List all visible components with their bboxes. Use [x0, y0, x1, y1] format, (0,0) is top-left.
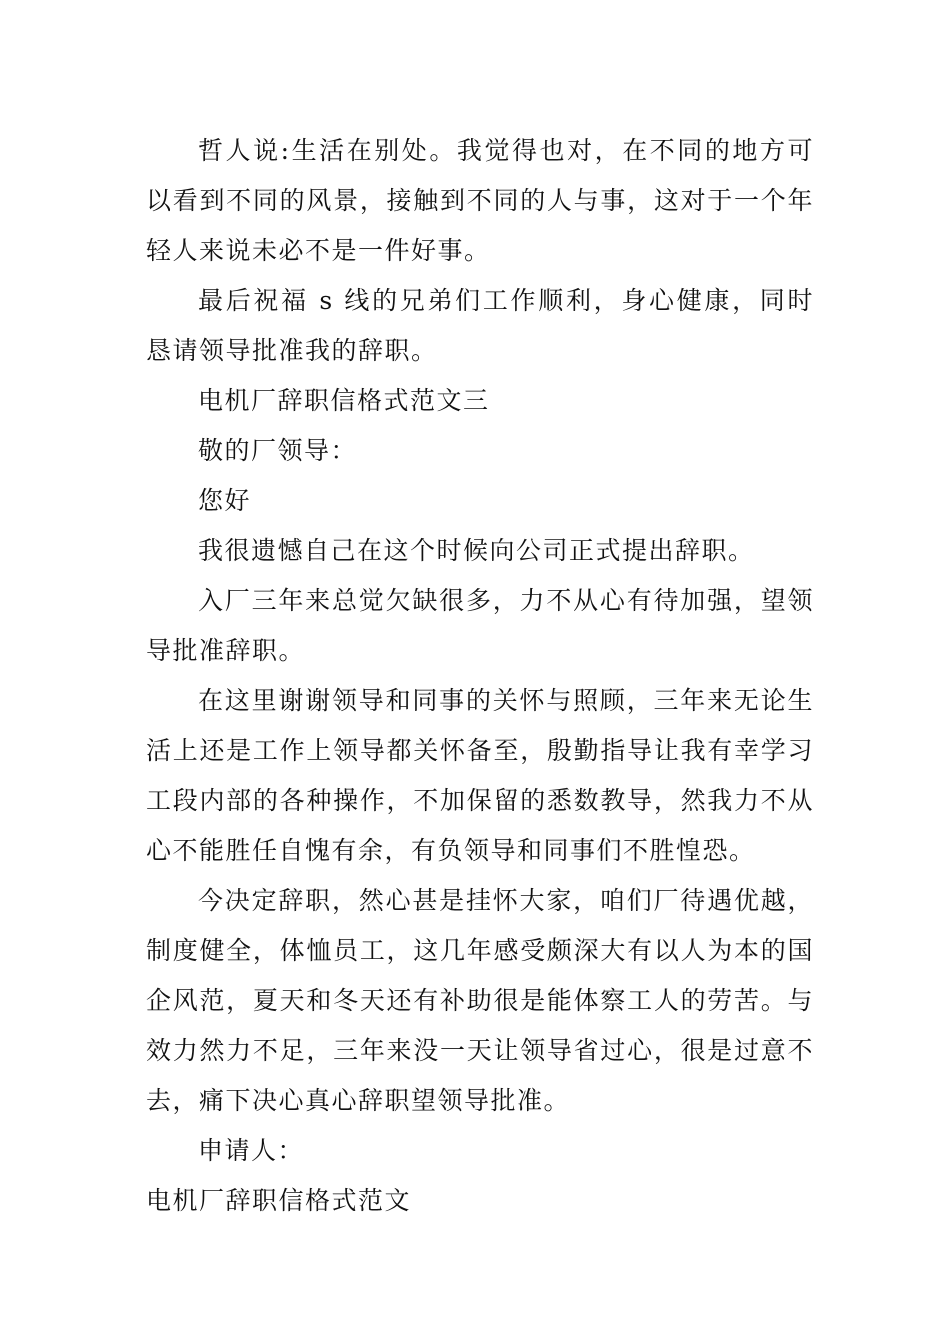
section-heading: 电机厂辞职信格式范文三 — [198, 386, 490, 415]
document-body — [146, 126, 814, 1226]
greeting: 您好 — [198, 486, 252, 515]
paragraph-three-years: 入厂三年来总觉欠缺很多，力不从心有待加强，望领导批准辞职。 — [146, 586, 814, 665]
applicant-label: 申请人： — [198, 1136, 305, 1165]
paragraph-philosopher: 哲人说:生活在别处。我觉得也对，在不同的地方可以看到不同的风景，接触到不同的人与事，这对于一个年轻人来说未必不是一件好事。 — [146, 136, 814, 265]
paragraph-thanks: 在这里谢谢领导和同事的关怀与照顾，三年来无论生活上还是工作上领导都关怀备至，殷勤指导让我有幸学习工段内部的各种操作，不加保留的悉数教导，然我力不从心不能胜任自愧有余，有负领导和同事们不胜惶恐。 — [146, 686, 814, 865]
paragraph-blessing: 最后祝福 s 线的兄弟们工作顺利，身心健康，同时恳请领导批准我的辞职。 — [146, 286, 814, 365]
paragraph-regret: 我很遗憾自己在这个时候向公司正式提出辞职。 — [198, 536, 755, 565]
paragraph-decision: 今决定辞职，然心甚是挂怀大家，咱们厂待遇优越，制度健全，体恤员工，这几年感受颇深大有以人为本的国企风范，夏天和冬天还有补助很是能体察工人的劳苦。与效力然力不足，三年来没一天让领导省过心，很是过意不去，痛下决心真心辞职望领导批准。 — [146, 886, 814, 1115]
footer-title: 电机厂辞职信格式范文 — [146, 1186, 412, 1215]
salutation: 敬的厂领导： — [198, 436, 358, 465]
